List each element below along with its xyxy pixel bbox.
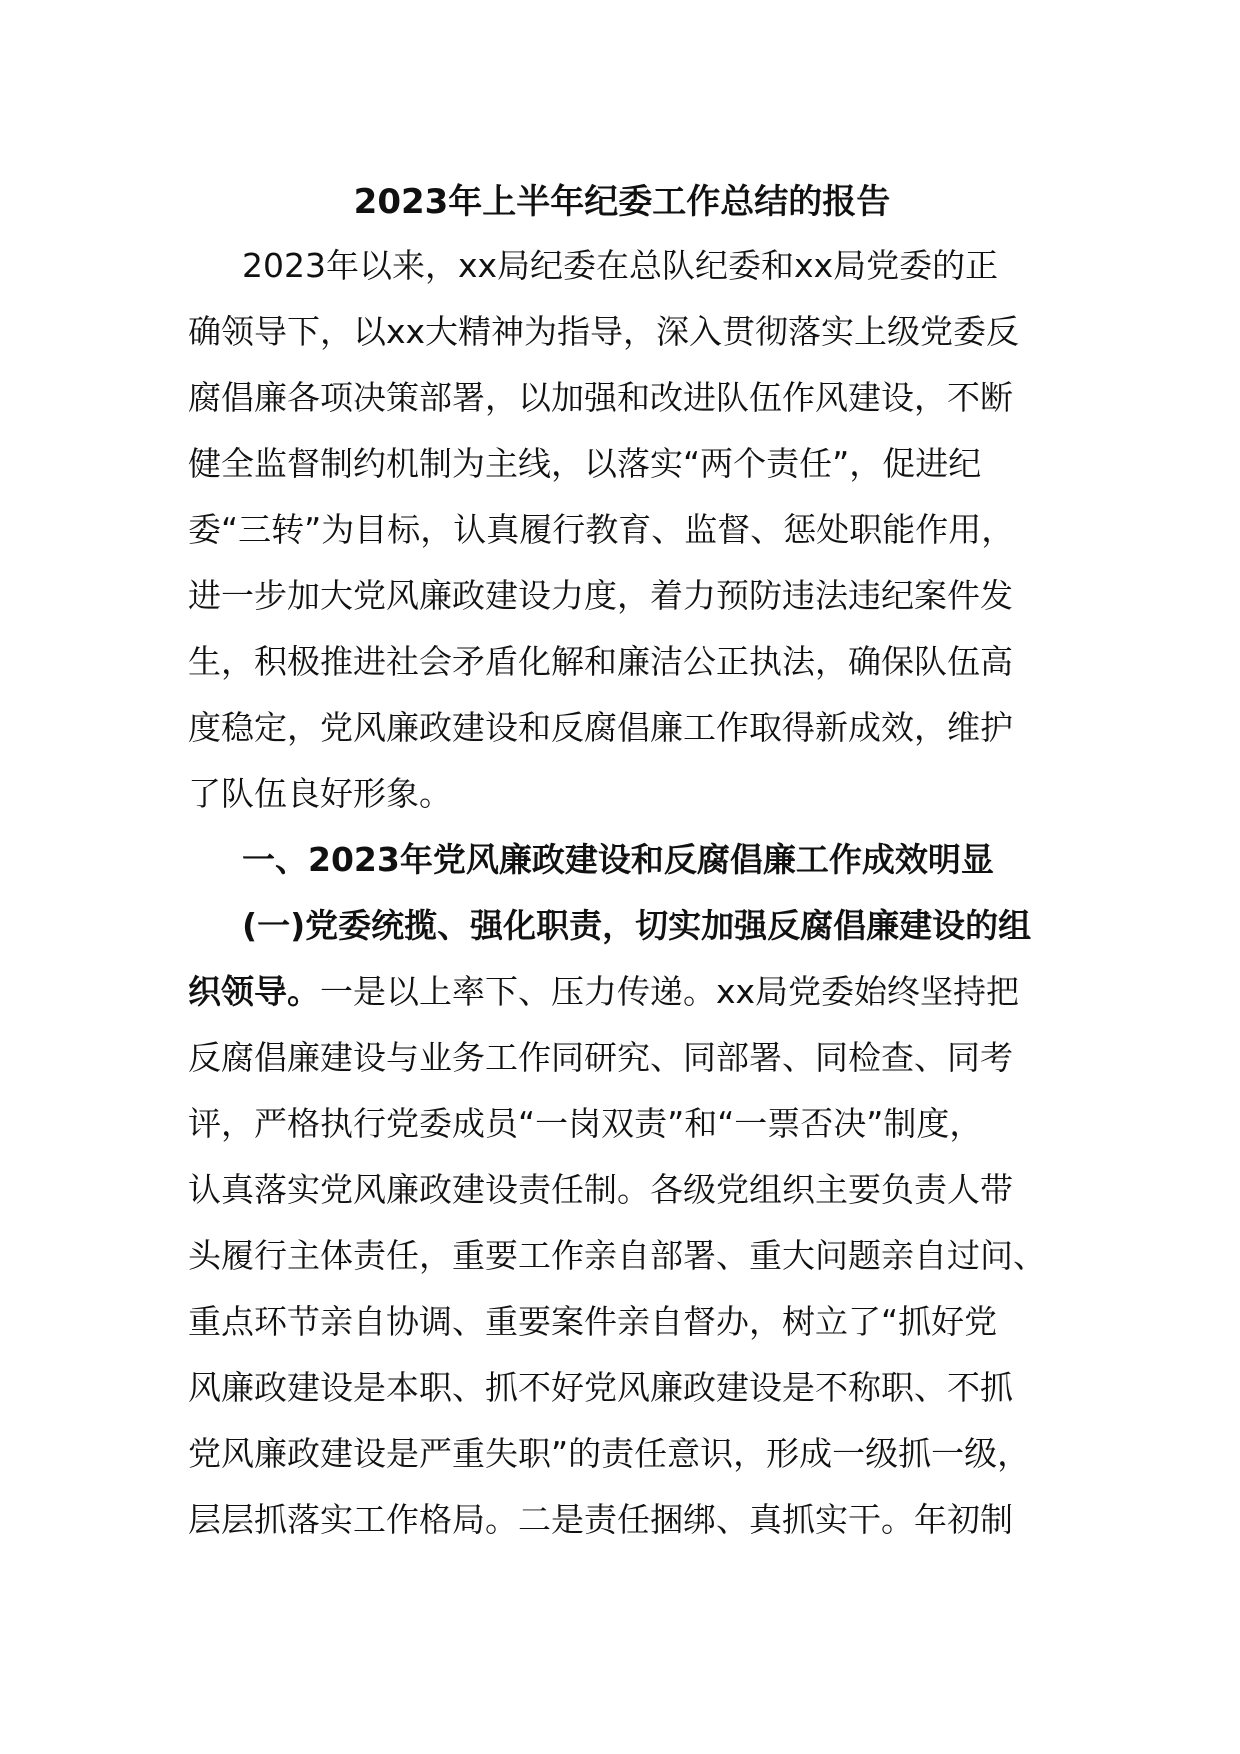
intro-line: 了队伍良好形象。 — [188, 774, 452, 813]
intro-line: 委“三转”为目标，认真履行教育、监督、惩处职能作用， — [188, 510, 1015, 549]
document-page — [188, 175, 1056, 1553]
document-title: 2023年上半年纪委工作总结的报告 — [353, 182, 891, 222]
intro-line: 腐倡廉各项决策部署，以加强和改进队伍作风建设，不断 — [188, 378, 1013, 417]
intro-line: 生，积极推进社会矛盾化解和廉洁公正执法，确保队伍高 — [188, 642, 1013, 681]
body-line: 评，严格执行党委成员“一岗双责”和“一票否决”制度， — [188, 1104, 983, 1143]
intro-line: 健全监督制约机制为主线，以落实“两个责任”，促进纪 — [188, 444, 982, 483]
body-text: 一是以上率下、压力传递。xx局党委始终坚持把 — [320, 972, 1020, 1011]
body-line: 党风廉政建设是严重失职”的责任意识，形成一级抓一级， — [188, 1434, 1031, 1473]
subheading-line: (一)党委统揽、强化职责，切实加强反腐倡廉建设的组 — [242, 906, 1032, 945]
body-line: 层层抓落实工作格局。二是责任捆绑、真抓实干。年初制 — [188, 1500, 1013, 1539]
body-line: 风廉政建设是本职、抓不好党风廉政建设是不称职、不抓 — [188, 1368, 1013, 1407]
body-line: 重点环节亲自协调、重要案件亲自督办，树立了“抓好党 — [188, 1302, 998, 1341]
subheading-line-mixed — [188, 959, 1056, 1025]
body-line: 反腐倡廉建设与业务工作同研究、同部署、同检查、同考 — [188, 1038, 1013, 1077]
body-line: 认真落实党风廉政建设责任制。各级党组织主要负责人带 — [188, 1170, 1013, 1209]
subheading-tail: 织领导。 — [188, 972, 320, 1011]
intro-paragraph — [188, 233, 1056, 827]
intro-line: 确领导下，以xx大精神为指导，深入贯彻落实上级党委反 — [188, 312, 1020, 351]
section-heading: 一、2023年党风廉政建设和反腐倡廉工作成效明显 — [242, 840, 994, 879]
intro-line: 2023年以来，xx局纪委在总队纪委和xx局党委的正 — [242, 246, 999, 285]
section-paragraph — [188, 893, 1056, 1553]
intro-line: 度稳定，党风廉政建设和反腐倡廉工作取得新成效，维护 — [188, 708, 1013, 747]
body-line: 头履行主体责任，重要工作亲自部署、重大问题亲自过问、 — [188, 1236, 1046, 1275]
intro-line: 进一步加大党风廉政建设力度，着力预防违法违纪案件发 — [188, 576, 1013, 615]
